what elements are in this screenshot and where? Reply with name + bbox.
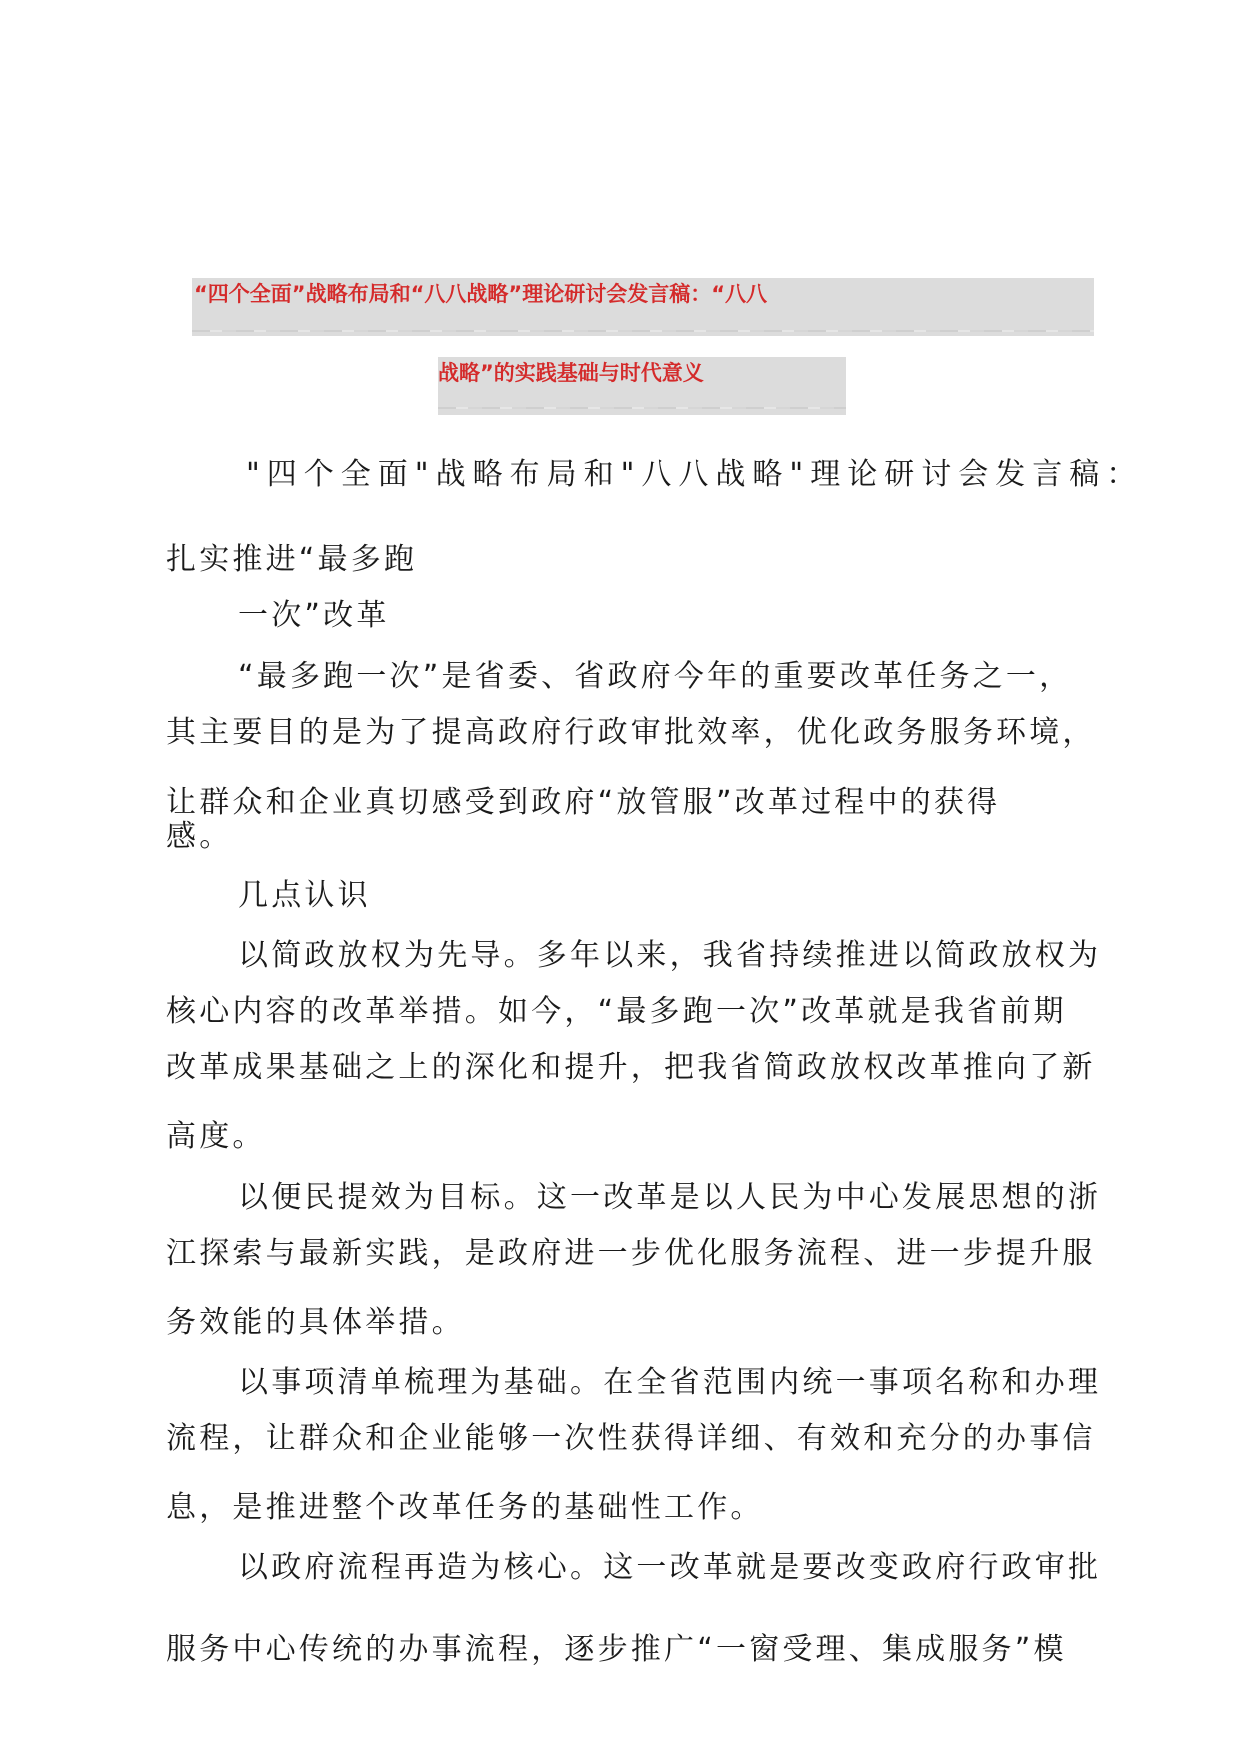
paragraph-4-line-2: 流程，让群众和企业能够一次性获得详细、有效和充分的办事信 (166, 1421, 1096, 1456)
banner-scan-noise (438, 407, 846, 409)
paragraph-3-line-3: 务效能的具体举措。 (166, 1305, 465, 1340)
paragraph-1-line-3: 让群众和企业真切感受到政府“放管服”改革过程中的获得 (166, 785, 1001, 820)
paragraph-1-line-2: 其主要目的是为了提高政府行政审批效率，优化政务服务环境， (166, 715, 1096, 750)
paragraph-4-line-1: 以事项清单梳理为基础。在全省范围内统一事项名称和办理 (238, 1365, 1102, 1400)
paragraph-1-line-1: “最多跑一次”是省委、省政府今年的重要改革任务之一， (238, 659, 1073, 694)
document-title-line-2: 扎实推进“最多跑 (166, 542, 418, 577)
section-heading: 几点认识 (238, 878, 371, 913)
heading-banner-1 (192, 278, 1094, 336)
document-title-line-3: 一次”改革 (238, 598, 390, 633)
paragraph-2-line-1: 以简政放权为先导。多年以来，我省持续推进以简政放权为 (238, 938, 1102, 973)
paragraph-5-line-1: 以政府流程再造为核心。这一改革就是要改变政府行政审批 (238, 1550, 1102, 1585)
paragraph-3-line-1: 以便民提效为目标。这一改革是以人民为中心发展思想的浙 (238, 1180, 1102, 1215)
banner-scan-noise (192, 330, 1094, 332)
paragraph-1-line-4: 感。 (166, 819, 233, 854)
paragraph-2-line-2: 核心内容的改革举措。如今，“最多跑一次”改革就是我省前期 (166, 994, 1067, 1029)
heading-banner-2 (438, 357, 846, 415)
paragraph-3-line-2: 江探索与最新实践，是政府进一步优化服务流程、进一步提升服 (166, 1236, 1096, 1271)
paragraph-2-line-4: 高度。 (166, 1119, 266, 1154)
banner-title-line-1: “四个全面”战略布局和“八八战略”理论研讨会发言稿：“八八 (194, 282, 768, 306)
paragraph-2-line-3: 改革成果基础之上的深化和提升，把我省简政放权改革推向了新 (166, 1050, 1096, 1085)
banner-title-line-2: 战略”的实践基础与时代意义 (438, 361, 704, 385)
document-title-line-1: "四个全面"战略布局和"八八战略"理论研讨会发言稿： (246, 457, 1144, 492)
paragraph-4-line-3: 息，是推进整个改革任务的基础性工作。 (166, 1490, 764, 1525)
paragraph-5-line-2: 服务中心传统的办事流程，逐步推广“一窗受理、集成服务”模 (166, 1632, 1067, 1667)
